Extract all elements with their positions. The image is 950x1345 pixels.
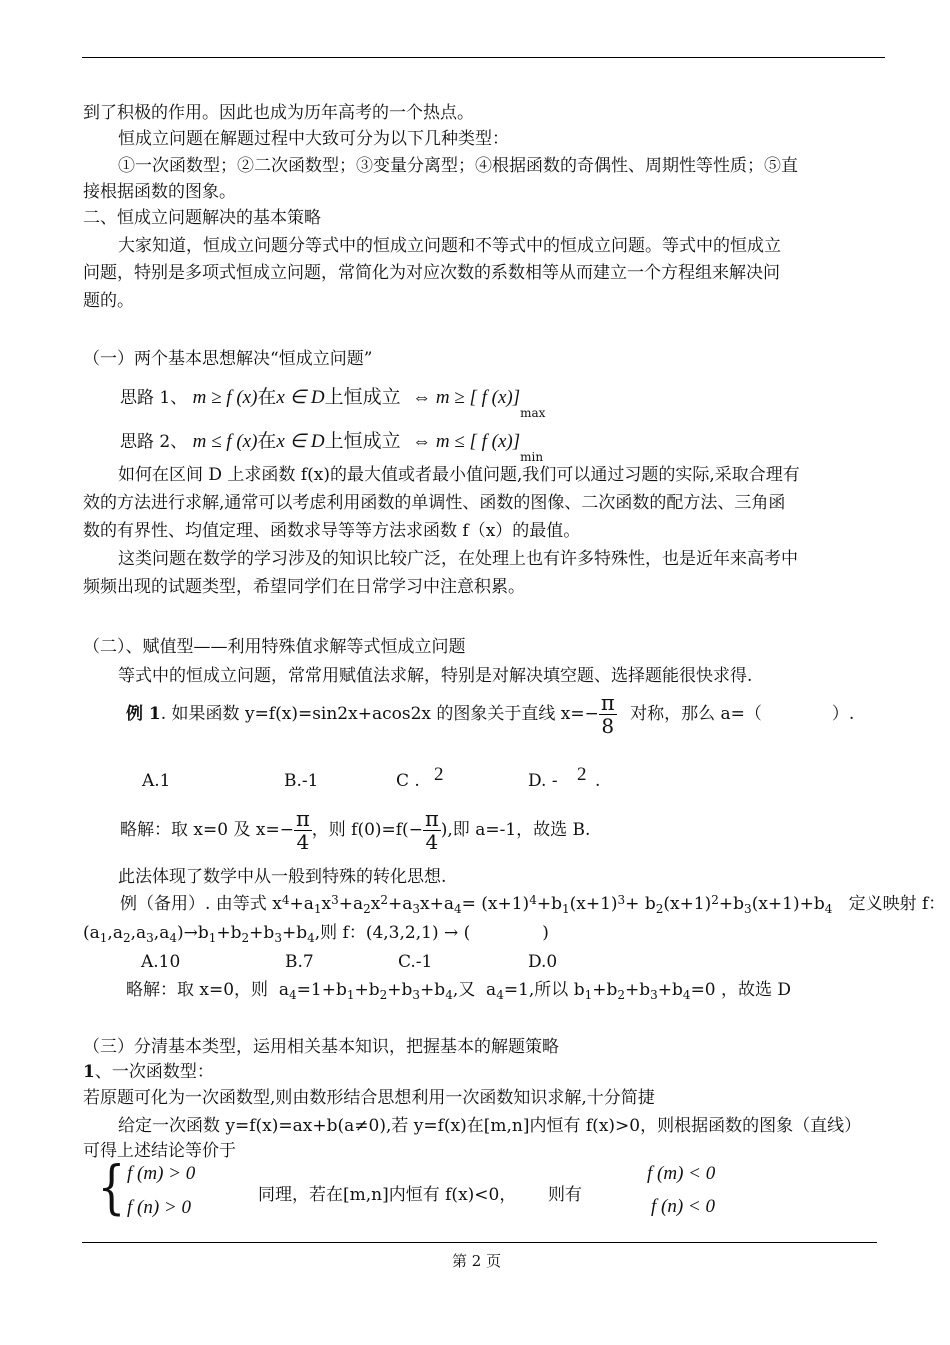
text: 在 [257,430,277,452]
solution-1 [120,806,590,854]
option-d-end: . [595,771,601,791]
example-text: ）. [831,704,855,724]
subscript: max [520,406,546,420]
example-2: 例（备用）. 由等式 $x^4+a_1x^3+a_2x^2+a_3x+a_4= (x+1)^4+b_1(x+1)^3+ b_2(x+1)^2+b_3(x+1)+b_4$ 定义映射 f： [120,893,946,916]
subscript: min [520,450,544,464]
subsection-heading: （二）、赋值型——利用特殊值求解等式恒成立问题 [83,637,466,657]
condition: f (n) < 0 [651,1196,716,1217]
idea-1 [120,386,546,420]
text-line: 如何在区间 D 上求函数 f(x)的最大值或者最小值问题,我们可以通过习题的实际,采取合理有 [118,465,800,485]
solution-text: 略解：取 x=0，则 [126,980,269,1000]
text-line: 若原题可化为一次函数型,则由数形结合思想利用一次函数知识求解,十分简捷 [83,1088,655,1108]
type-label: 、一次函数型： [94,1062,214,1082]
fraction: $\frac{\pi}{4}$ [424,807,439,854]
left-brace: { [97,1153,126,1221]
math-expr: ⇔ m ≤ [ f (x)] [412,431,521,452]
header-rule [82,57,885,58]
option-c: C.-1 [398,952,433,972]
text-line: 给定一次函数 y=f(x)=ax+b(a≠0),若 y=f(x)在[m,n]内恒有 f(x)>0，则根据函数的图象（直线） [118,1116,862,1136]
example-text: 对称，那么 a=（ [630,704,762,724]
text-line: 数的有界性、均值定理、函数求导等等方法求函数 f（x）的最值。 [83,521,581,541]
text-line: 效的方法进行求解,通常可以考虑利用函数的单调性、函数的图像、二次函数的配方法、三角函 [83,493,786,513]
option-b: B.7 [285,952,314,972]
text-line: 接根据函数的图象。 [83,182,236,202]
condition: f (m) < 0 [647,1163,716,1184]
option-d: D.0 [528,952,558,972]
solution-text: ),即 a=-1，故选 B. [440,820,591,840]
option-c: C . [396,771,420,791]
math-expr: m ≤ f (x) [192,431,258,452]
solution-2: 略解：取 x=0，则 $a_4=1+b_1+b_2+b_3+b_4$,又 $a_4=1$,所以 $b_1+b_2+b_3+b_4=0$ ，故选 D [126,980,792,1002]
text-line: 到了积极的作用。因此也成为历年高考的一个热点。 [83,103,474,123]
text-line: 大家知道，恒成立问题分等式中的恒成立问题和不等式中的恒成立问题。等式中的恒成立 [118,236,781,256]
text-line: 此法体现了数学中从一般到特殊的转化思想. [118,867,447,887]
subsection-heading: （三）分清基本类型，运用相关基本知识，把握基本的解题策略 [83,1037,559,1057]
text-line: 频频出现的试题类型，希望同学们在日常学习中注意积累。 [83,577,525,597]
option-b: B.-1 [284,771,319,791]
example-1 [126,692,854,737]
condition: f (n) > 0 [127,1197,192,1218]
section-heading: 二、恒成立问题解决的基本策略 [83,208,321,228]
footer-rule [82,1242,877,1243]
example-text: 例（备用）. 由等式 x [120,894,282,914]
example-text: . 如果函数 y=f(x)=sin2x+acos2x 的图象关于直线 x=− [160,704,599,724]
type-heading [83,1061,214,1083]
idea-2 [120,430,544,464]
math-expr: x ∈ D [276,431,325,452]
option-d: D. - [528,771,558,791]
text-line: 则有 [548,1185,582,1205]
page-number: 第 2 页 [452,1252,502,1270]
example-label: 例 1 [126,704,161,724]
text-line: ①一次函数型；②二次函数型；③变量分离型；④根据函数的奇偶性、周期性等性质；⑤直 [118,156,798,176]
text-line: 可得上述结论等价于 [83,1141,236,1161]
idea-label: 思路 2、 [120,432,188,452]
option-a: A.10 [141,952,181,972]
subsection-heading: （一）两个基本思想解决“恒成立问题” [83,349,373,369]
condition: f (m) > 0 [127,1163,196,1184]
example-2-cont: $(a_1,a_2,a_3,a_4)\to b_1+b_2+b_3+b_4$,则 f：(4,3,2,1) → ( ) [83,923,549,945]
text: 在 [257,386,277,408]
fraction: $\frac{\pi}{4}$ [295,807,310,854]
option-a: A.1 [142,771,171,791]
solution-text: 略解：取 x=0 及 x=− [120,820,294,840]
example-text: (a [83,923,100,943]
text-line: 等式中的恒成立问题，常常用赋值法求解，特别是对解决填空题、选择题能很快求得. [118,666,753,686]
type-number: 1 [83,1062,95,1082]
fraction: $\frac{\pi}{8}$ [600,691,615,738]
option-d-value: 2 [577,764,587,785]
idea-label: 思路 1、 [120,388,188,408]
text: 上恒成立 [324,386,401,408]
math-expr: ⇔ m ≥ [ f (x)] [412,387,521,408]
text-line: 题的。 [83,291,134,311]
math-expr: x ∈ D [276,387,325,408]
text-line: 这类问题在数学的学习涉及的知识比较广泛，在处理上也有许多特殊性，也是近年来高考中 [118,549,798,569]
solution-text: ，则 f(0)=f(− [311,820,423,840]
text: 上恒成立 [324,430,401,452]
text-line: 同理，若在[m,n]内恒有 f(x)<0， [258,1185,517,1205]
text-line: 问题，特别是多项式恒成立问题，常简化为对应次数的系数相等从而建立一个方程组来解决问 [83,263,780,283]
text-line: 恒成立问题在解题过程中大致可分为以下几种类型： [118,129,509,149]
math-expr: m ≥ f (x) [192,387,258,408]
option-c-value: 2 [434,764,444,785]
